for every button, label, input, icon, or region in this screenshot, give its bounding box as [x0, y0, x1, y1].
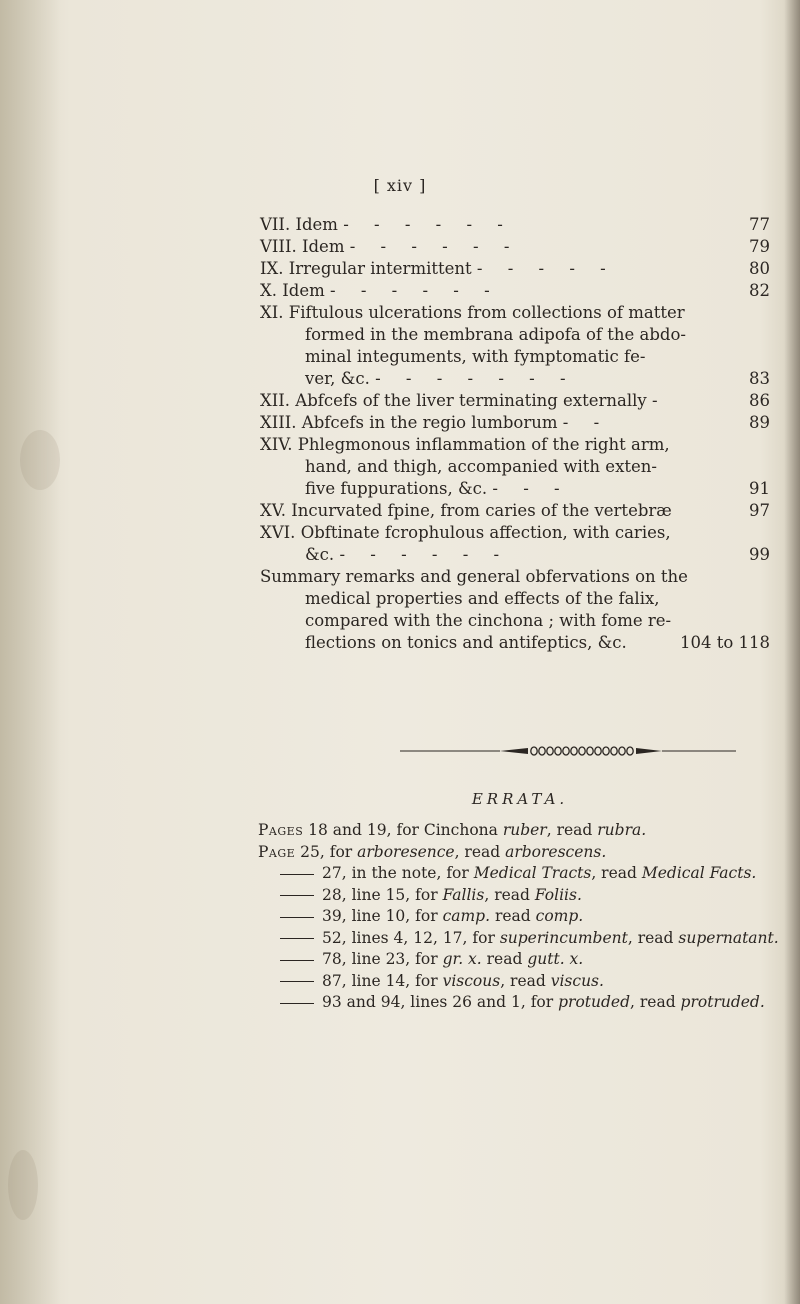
- toc-entry-title: Abfcefs in the regio lumborum: [301, 413, 558, 432]
- errata-correct: arborescens.: [505, 842, 607, 861]
- errata-correct: protruded.: [680, 993, 765, 1011]
- toc-page-number: 104 to 118: [679, 633, 770, 652]
- toc-entry-number: VIII.: [260, 237, 297, 256]
- toc-entry-line: [260, 544, 770, 566]
- toc-leader-dots: - - - - - -: [330, 281, 500, 300]
- toc-entry-line: [260, 522, 770, 544]
- errata-location: 93 and 94, lines 26 and 1, for: [322, 993, 559, 1011]
- errata-wrong: superincumbent: [499, 928, 628, 947]
- toc-entry-line: [260, 456, 770, 478]
- toc-entry: [260, 566, 770, 654]
- errata-wrong: viscous: [442, 971, 501, 990]
- toc-entry-line: [260, 566, 770, 588]
- toc-entry-line: [260, 346, 770, 368]
- running-head: [ xiv ]: [373, 176, 427, 195]
- toc-entry-line: [260, 258, 770, 280]
- toc-entry-number: XV.: [260, 501, 287, 520]
- toc-entry-number: VII.: [260, 215, 291, 234]
- toc-leader-dots: - - - - - -: [343, 215, 513, 234]
- ornament-loop: [547, 747, 553, 755]
- toc-page-number: 97: [749, 501, 770, 520]
- ornament-loop: [539, 747, 545, 755]
- ornament-loop: [595, 747, 601, 755]
- errata-correct: comp.: [535, 907, 584, 925]
- errata-wrong: Fallis: [442, 885, 485, 904]
- toc-entry: [260, 434, 770, 500]
- errata-read: , read: [591, 864, 642, 882]
- errata-line: [258, 842, 778, 864]
- errata-line: [258, 928, 778, 950]
- toc-entry-line: [260, 412, 770, 434]
- ornament-loop: [603, 747, 609, 755]
- ornament-loop: [627, 747, 633, 755]
- toc-leader-dots: - - - - -: [476, 259, 616, 278]
- toc-entry-title: ver, &c.: [305, 369, 370, 388]
- toc-page-number: 91: [749, 479, 770, 498]
- errata-correct: viscus.: [550, 971, 604, 990]
- errata-location: 39, line 10, for: [322, 907, 443, 925]
- errata-correct: rubra.: [597, 821, 647, 839]
- toc-entry-line: [260, 368, 770, 390]
- ornament-loop: [571, 747, 577, 755]
- errata-wrong: protuded: [558, 993, 631, 1011]
- toc-entry-title: compared with the cinchona ; with fome re-: [305, 611, 672, 630]
- toc-entry-title: formed in the membrana adipofa of the abdo-: [305, 325, 686, 344]
- errata-line: [258, 885, 778, 907]
- toc-entry: [260, 500, 770, 522]
- toc-entry-title: Obftinate fcrophulous affection, with caries,: [300, 523, 671, 542]
- ornamental-rule: [400, 746, 736, 756]
- toc-page-number: 79: [749, 237, 770, 256]
- errata-read: , read: [454, 842, 506, 861]
- errata-line: [258, 971, 778, 993]
- toc-entry: [260, 236, 770, 258]
- errata-location: 27, in the note, for: [322, 864, 474, 882]
- ornament-loop: [579, 747, 585, 755]
- errata-lead: Page: [258, 842, 296, 861]
- errata-location: 87, line 14, for: [322, 971, 443, 990]
- toc-entry-title: Idem: [282, 281, 325, 300]
- toc-leader-dots: - - - - - -: [349, 237, 520, 256]
- foxing-spot: [8, 1150, 38, 1220]
- toc-entry: [260, 214, 770, 236]
- ornament-loop: [619, 747, 625, 755]
- toc-entry: [260, 390, 770, 412]
- errata-wrong: arboresence: [357, 842, 455, 861]
- errata-title: ERRATA.: [471, 790, 569, 808]
- errata-dash: [280, 1003, 314, 1004]
- toc-leader-dots: - - - - - -: [339, 545, 510, 564]
- errata-location: 18 and 19, for Cinchona: [303, 821, 503, 839]
- toc-entry: [260, 412, 770, 434]
- errata-dash: [280, 895, 314, 896]
- table-of-contents: [260, 214, 770, 654]
- toc-leader-dots: - - -: [492, 479, 570, 498]
- ornament-loop: [563, 747, 569, 755]
- ornament-loop: [611, 747, 617, 755]
- toc-entry-title: five fuppurations, &c.: [305, 479, 488, 498]
- errata-wrong: camp.: [442, 907, 491, 925]
- errata-read: , read: [630, 993, 681, 1011]
- toc-page-number: 77: [749, 215, 770, 234]
- errata-read: , read: [627, 928, 679, 947]
- toc-entry-title: medical properties and effects of the falix,: [305, 589, 660, 608]
- toc-entry-line: [260, 236, 770, 258]
- toc-entry-title: Phlegmonous inflammation of the right arm,: [297, 435, 670, 454]
- toc-entry-line: [260, 302, 770, 324]
- toc-entry: [260, 522, 770, 566]
- ornament-loop: [531, 747, 537, 755]
- toc-entry: [260, 302, 770, 390]
- toc-entry-line: [260, 500, 770, 522]
- errata-correct: Medical Facts.: [641, 864, 757, 882]
- errata-location: 52, lines 4, 12, 17, for: [322, 928, 500, 947]
- errata-dash: [280, 874, 314, 875]
- toc-entry-line: [260, 610, 770, 632]
- toc-leader-dots: -: [651, 391, 668, 410]
- errata-line: [258, 992, 778, 1014]
- errata-line: [258, 949, 778, 971]
- page-edge-shadow: [784, 0, 800, 1304]
- errata-read: read: [490, 907, 536, 925]
- errata-read: , read: [500, 971, 551, 990]
- errata-read: , read: [546, 821, 598, 839]
- toc-entry-line: [260, 324, 770, 346]
- toc-entry-title: Fiftulous ulcerations from collections of matter: [288, 303, 685, 322]
- foxing-spot: [20, 430, 60, 490]
- toc-entry-title: &c.: [305, 545, 335, 564]
- toc-page-number: 83: [749, 369, 770, 388]
- toc-entry: [260, 258, 770, 280]
- toc-entry-number: XIII.: [260, 413, 297, 432]
- toc-entry-title: flections on tonics and antifeptics, &c.: [305, 633, 627, 652]
- toc-entry-number: IX.: [260, 259, 284, 278]
- errata-lead: Pages: [258, 821, 304, 839]
- toc-entry-number: XIV.: [260, 435, 293, 454]
- toc-entry-line: [260, 434, 770, 456]
- errata-line: [258, 863, 778, 885]
- errata-list: [258, 820, 778, 1014]
- toc-entry-line: [260, 214, 770, 236]
- errata-line: [258, 820, 778, 842]
- errata-dash: [280, 960, 314, 961]
- toc-entry-title: Idem: [295, 215, 338, 234]
- toc-entry-title: Abfcefs of the liver terminating externally: [295, 391, 647, 410]
- errata-line: [258, 906, 778, 928]
- toc-entry-line: [260, 280, 770, 302]
- errata-dash: [280, 981, 314, 982]
- toc-entry-title: Irregular intermittent: [288, 259, 472, 278]
- toc-page-number: 80: [749, 259, 770, 278]
- toc-page-number: 89: [749, 413, 770, 432]
- toc-entry: [260, 280, 770, 302]
- toc-leader-dots: - - - - - - -: [375, 369, 576, 388]
- errata-location: 78, line 23, for: [322, 950, 443, 968]
- toc-entry-title: Incurvated fpine, from caries of the vertebræ: [291, 501, 672, 520]
- toc-entry-title: Summary remarks and general obfervations on the: [260, 567, 688, 586]
- errata-dash: [280, 938, 314, 939]
- errata-location: 28, line 15, for: [322, 885, 443, 904]
- toc-entry-line: [260, 390, 770, 412]
- toc-page-number: 86: [749, 391, 770, 410]
- errata-correct: gutt. x.: [527, 950, 584, 968]
- errata-read: read: [481, 950, 528, 968]
- toc-entry-line: [260, 478, 770, 500]
- toc-entry-number: XI.: [260, 303, 284, 322]
- errata-location: 25, for: [295, 842, 358, 861]
- toc-page-number: 82: [749, 281, 770, 300]
- toc-entry-line: [260, 588, 770, 610]
- errata-wrong: Medical Tracts: [473, 864, 592, 882]
- toc-entry-title: hand, and thigh, accompanied with exten-: [305, 457, 657, 476]
- toc-entry-title: Idem: [301, 237, 345, 256]
- errata-read: , read: [484, 885, 535, 904]
- errata-correct: Foliis.: [534, 885, 582, 904]
- toc-page-number: 99: [749, 545, 770, 564]
- toc-entry-number: XVI.: [260, 523, 296, 542]
- errata-wrong: gr. x.: [442, 950, 482, 968]
- toc-entry-number: XII.: [260, 391, 291, 410]
- toc-entry-number: X.: [260, 281, 277, 300]
- errata-wrong: ruber: [502, 821, 547, 839]
- ornament-loop: [555, 747, 561, 755]
- errata-correct: supernatant.: [678, 928, 779, 947]
- errata-dash: [280, 917, 314, 918]
- ornament-loop: [587, 747, 593, 755]
- page-gutter-shadow: [0, 0, 60, 1304]
- toc-entry-title: minal integuments, with fymptomatic fe-: [305, 347, 646, 366]
- toc-leader-dots: - -: [562, 413, 610, 432]
